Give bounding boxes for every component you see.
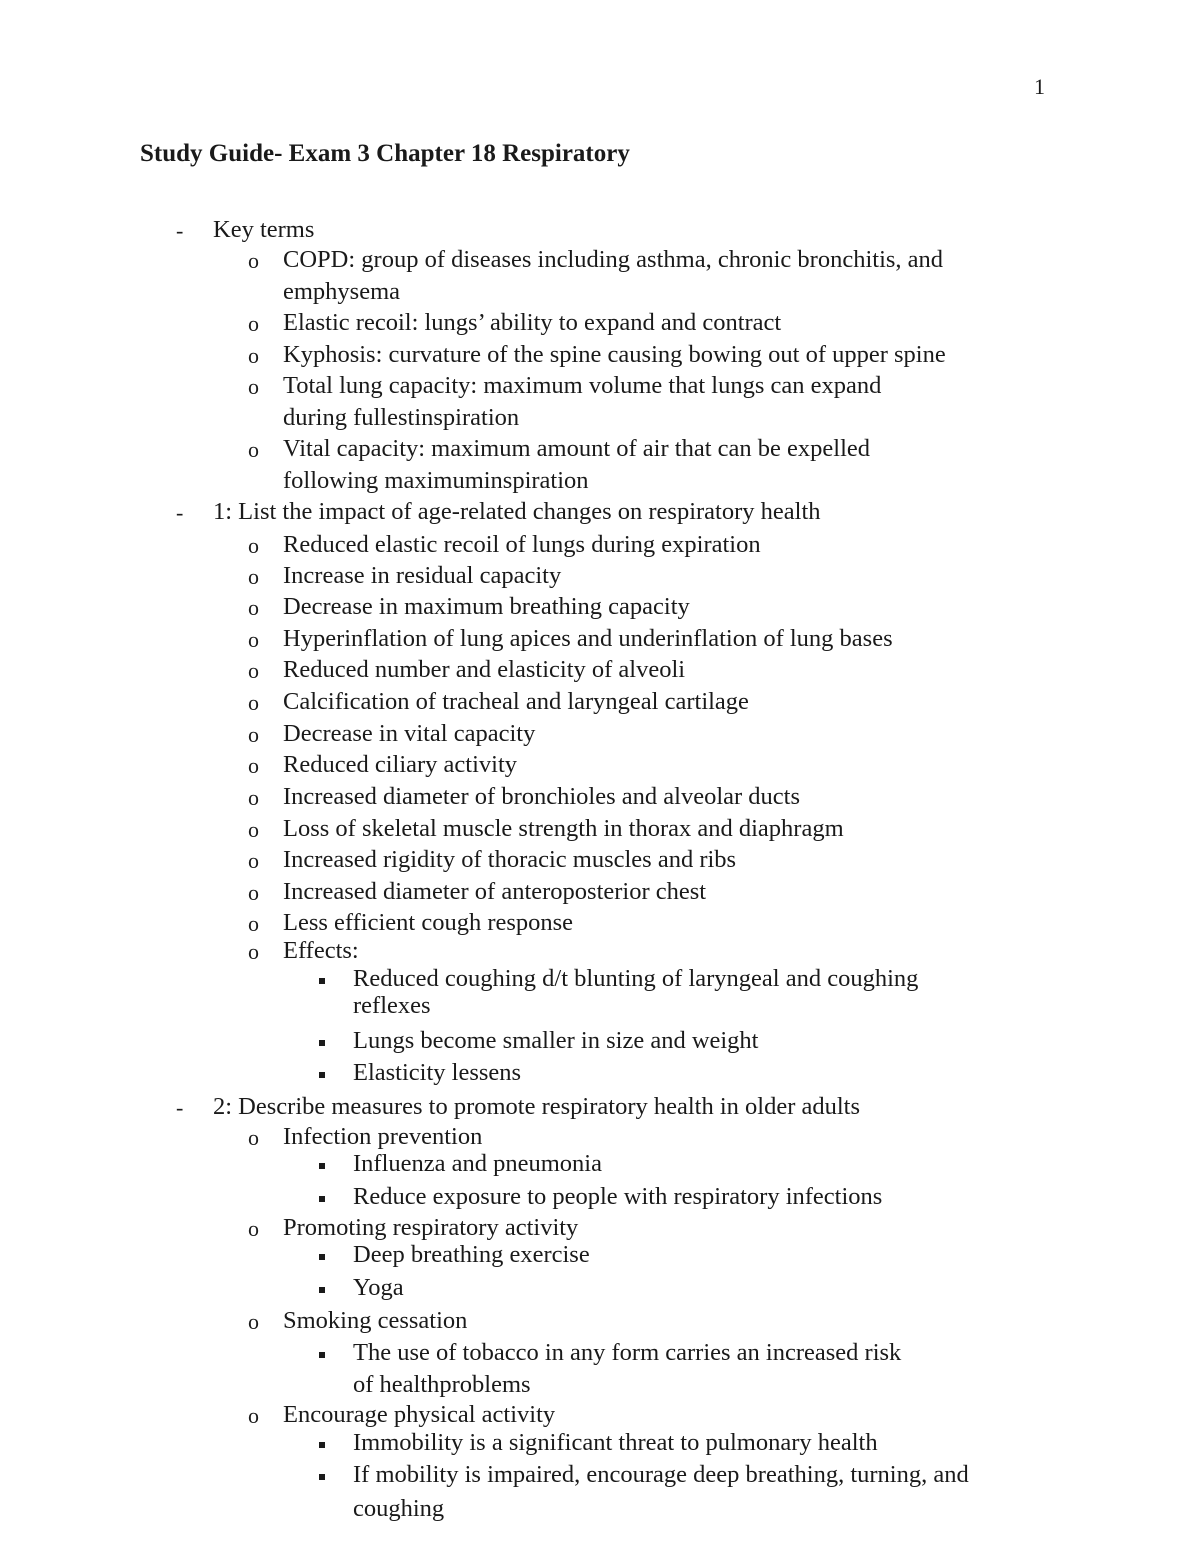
- list-item-line: Reduced number and elasticity of alveoli: [283, 656, 686, 683]
- list-item-line: Less efficient cough response: [283, 909, 574, 936]
- circle-bullet: o: [248, 817, 259, 842]
- dash-marker: -: [176, 1095, 184, 1120]
- circle-bullet: o: [248, 533, 259, 558]
- circle-bullet: o: [248, 911, 259, 936]
- list-item-line: Decrease in maximum breathing capacity: [283, 593, 690, 620]
- square-bullet: [319, 1442, 325, 1448]
- dash-marker: -: [176, 218, 184, 243]
- list-item-line: Encourage physical activity: [283, 1401, 556, 1428]
- sub-item-line: Reduced coughing d/t blunting of laryngeal and coughing: [353, 965, 919, 992]
- square-bullet: [319, 1040, 325, 1046]
- list-item-line: Promoting respiratory activity: [283, 1214, 579, 1241]
- circle-bullet: o: [248, 848, 259, 873]
- list-item-line: Increased diameter of bronchioles and alveolar ducts: [283, 783, 801, 810]
- list-item-line: Effects:: [283, 937, 359, 964]
- section-heading: Key terms: [213, 216, 315, 243]
- sub-item-line: If mobility is impaired, encourage deep breathing, turning, and: [353, 1461, 969, 1488]
- square-bullet: [319, 1254, 325, 1260]
- dash-marker: -: [176, 500, 184, 525]
- circle-bullet: o: [248, 343, 259, 368]
- sub-item-line: Lungs become smaller in size and weight: [353, 1027, 759, 1054]
- list-item-line: Smoking cessation: [283, 1307, 468, 1334]
- circle-bullet: o: [248, 1216, 259, 1241]
- circle-bullet: o: [248, 564, 259, 589]
- list-item-line: Decrease in vital capacity: [283, 720, 536, 747]
- list-item-line: Elastic recoil: lungs’ ability to expand and contract: [283, 309, 782, 336]
- sub-item-line: of healthproblems: [353, 1371, 531, 1398]
- sub-item-line: Influenza and pneumonia: [353, 1150, 602, 1177]
- list-item-line: emphysema: [283, 278, 401, 305]
- circle-bullet: o: [248, 437, 259, 462]
- page-number: 1: [1034, 74, 1045, 99]
- sub-item-line: Immobility is a significant threat to pulmonary health: [353, 1429, 878, 1456]
- sub-item-line: coughing: [353, 1495, 445, 1522]
- square-bullet: [319, 1287, 325, 1293]
- square-bullet: [319, 1163, 325, 1169]
- section-heading: 2: Describe measures to promote respiratory health in older adults: [213, 1093, 861, 1120]
- list-item-line: Total lung capacity: maximum volume that lungs can expand: [283, 372, 882, 399]
- circle-bullet: o: [248, 880, 259, 905]
- square-bullet: [319, 978, 325, 984]
- circle-bullet: o: [248, 311, 259, 336]
- circle-bullet: o: [248, 939, 259, 964]
- section-heading: 1: List the impact of age-related changes on respiratory health: [213, 498, 821, 525]
- square-bullet: [319, 1474, 325, 1480]
- circle-bullet: o: [248, 690, 259, 715]
- circle-bullet: o: [248, 785, 259, 810]
- circle-bullet: o: [248, 1403, 259, 1428]
- list-item-line: Reduced ciliary activity: [283, 751, 518, 778]
- circle-bullet: o: [248, 753, 259, 778]
- sub-item-line: reflexes: [353, 992, 431, 1019]
- sub-item-line: Elasticity lessens: [353, 1059, 522, 1086]
- list-item-line: Increase in residual capacity: [283, 562, 562, 589]
- circle-bullet: o: [248, 595, 259, 620]
- square-bullet: [319, 1352, 325, 1358]
- circle-bullet: o: [248, 722, 259, 747]
- list-item-line: Kyphosis: curvature of the spine causing bowing out of upper spine: [283, 341, 946, 368]
- circle-bullet: o: [248, 1125, 259, 1150]
- list-item-line: following maximuminspiration: [283, 467, 589, 494]
- sub-item-line: Yoga: [353, 1274, 404, 1301]
- sub-item-line: Deep breathing exercise: [353, 1241, 590, 1268]
- list-item-line: Calcification of tracheal and laryngeal cartilage: [283, 688, 749, 715]
- list-item-line: Increased rigidity of thoracic muscles and ribs: [283, 846, 737, 873]
- list-item-line: Loss of skeletal muscle strength in thorax and diaphragm: [283, 815, 844, 842]
- square-bullet: [319, 1072, 325, 1078]
- page-title: Study Guide- Exam 3 Chapter 18 Respiratory: [140, 140, 630, 167]
- list-item-line: during fullestinspiration: [283, 404, 520, 431]
- list-item-line: Increased diameter of anteroposterior chest: [283, 878, 707, 905]
- sub-item-line: The use of tobacco in any form carries an increased risk: [353, 1339, 902, 1366]
- sub-item-line: Reduce exposure to people with respiratory infections: [353, 1183, 883, 1210]
- circle-bullet: o: [248, 248, 259, 273]
- list-item-line: Infection prevention: [283, 1123, 483, 1150]
- list-item-line: Reduced elastic recoil of lungs during expiration: [283, 531, 761, 558]
- list-item-line: Vital capacity: maximum amount of air that can be expelled: [283, 435, 870, 462]
- list-item-line: Hyperinflation of lung apices and underinflation of lung bases: [283, 625, 893, 652]
- circle-bullet: o: [248, 374, 259, 399]
- circle-bullet: o: [248, 627, 259, 652]
- circle-bullet: o: [248, 1309, 259, 1334]
- circle-bullet: o: [248, 658, 259, 683]
- square-bullet: [319, 1196, 325, 1202]
- list-item-line: COPD: group of diseases including asthma, chronic bronchitis, and: [283, 246, 944, 273]
